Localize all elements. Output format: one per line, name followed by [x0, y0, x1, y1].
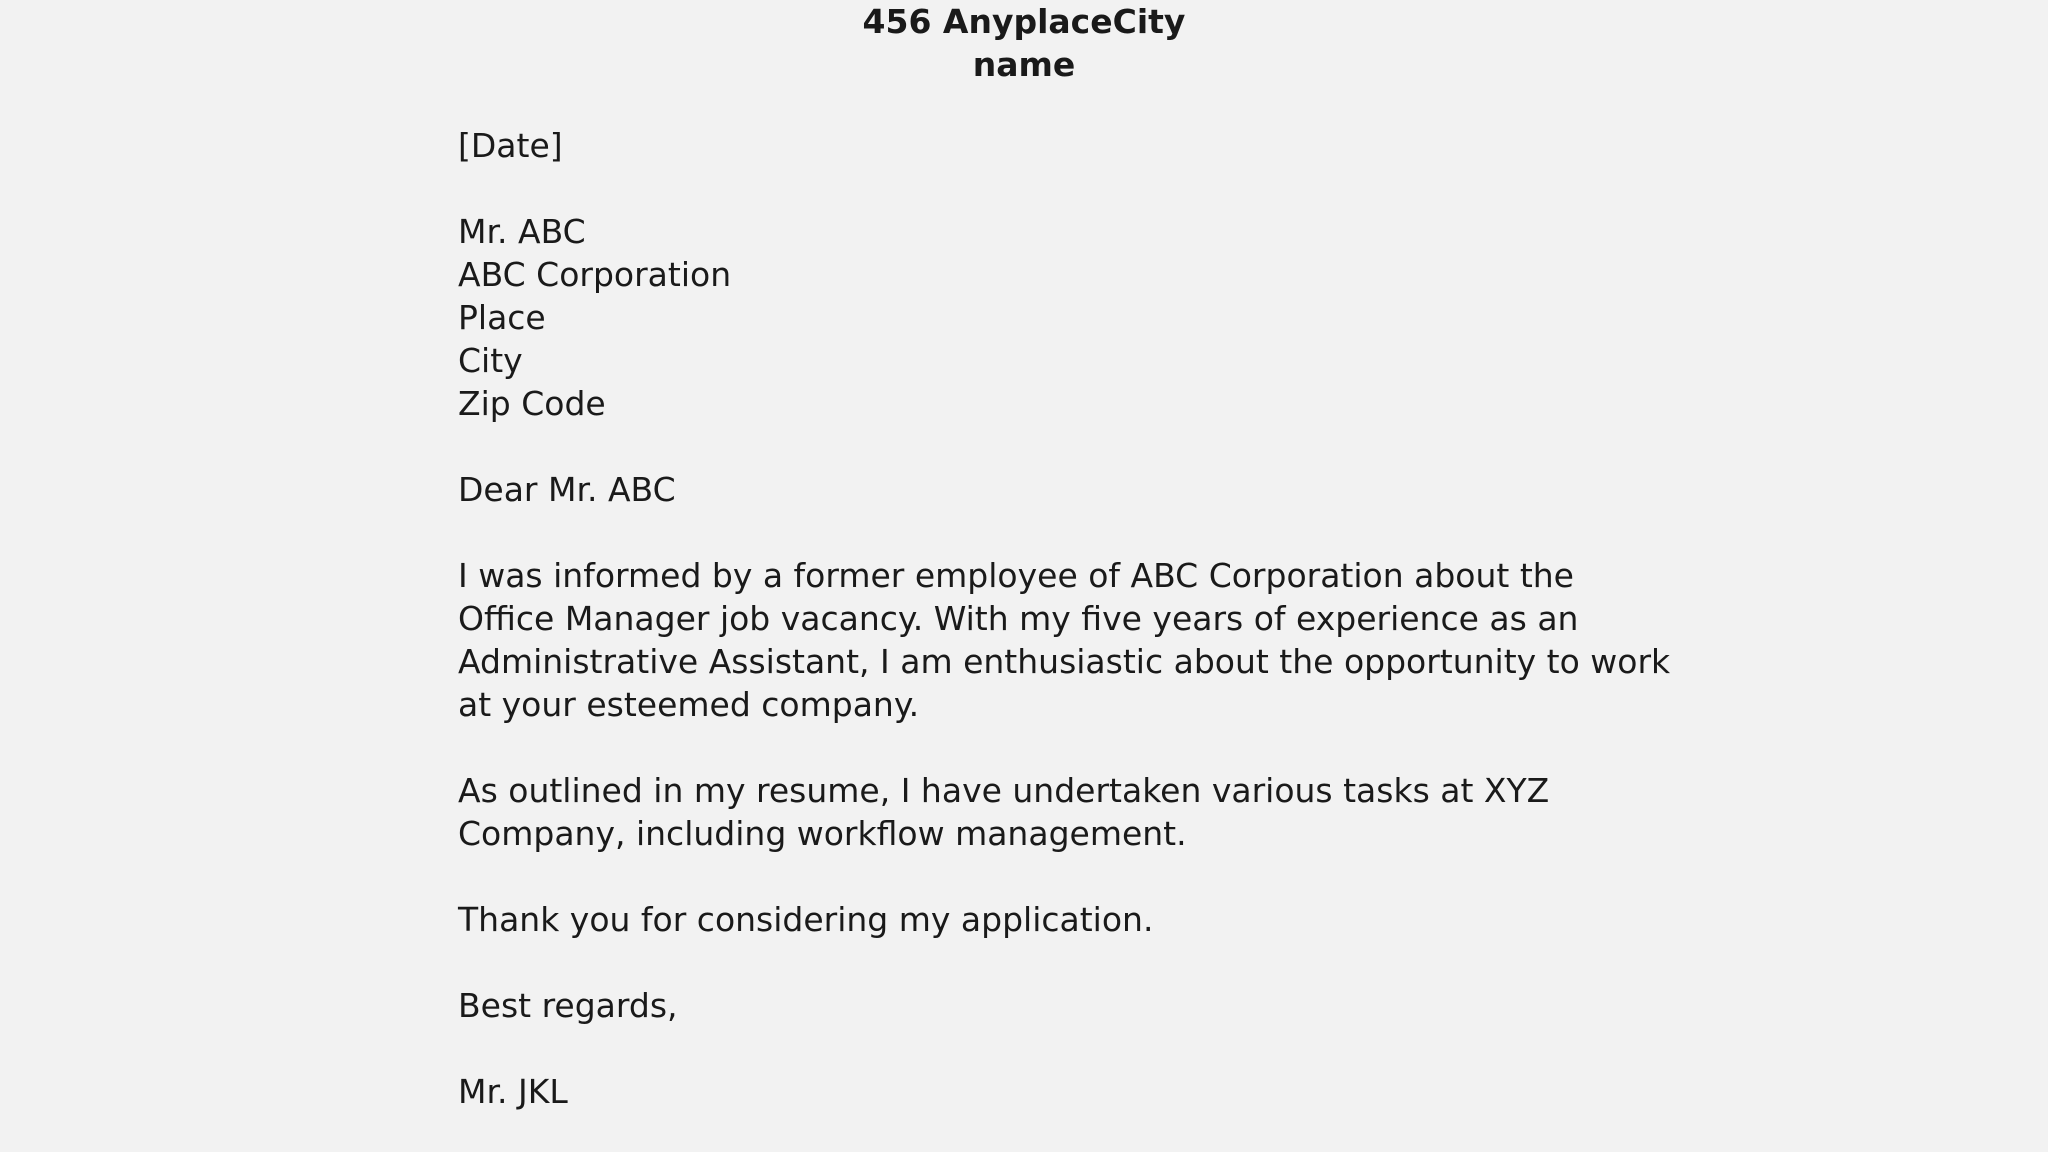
spacer — [458, 1027, 1638, 1070]
paragraph3: Thank you for considering my application. — [458, 900, 1154, 939]
recipient-name: Mr. ABC — [458, 212, 586, 251]
recipient-zip: Zip Code — [458, 384, 606, 423]
salutation: Dear Mr. ABC — [458, 470, 676, 509]
spacer — [458, 511, 1638, 554]
recipient-city: City — [458, 341, 523, 380]
paragraph1-line: Office Manager job vacancy. With my five years of experience as an — [458, 599, 1579, 638]
recipient-company: ABC Corporation — [458, 255, 732, 294]
header-name: name — [972, 45, 1076, 84]
spacer — [458, 425, 1638, 468]
paragraph2-line: As outlined in my resume, I have undertaken various tasks at XYZ — [458, 771, 1550, 810]
letter-date: [Date] — [458, 126, 563, 165]
paragraph1-line: at your esteemed company. — [458, 685, 920, 724]
header-address: 456 AnyplaceCity — [862, 2, 1186, 41]
paragraph1-line: I was informed by a former employee of ABC Corporation about the — [458, 556, 1574, 595]
spacer — [458, 167, 1638, 210]
spacer — [458, 726, 1638, 769]
recipient-place: Place — [458, 298, 546, 337]
spacer — [458, 855, 1638, 898]
signature: Mr. JKL — [458, 1072, 568, 1111]
letter-body — [458, 124, 1671, 1113]
letter-header — [0, 0, 2048, 86]
spacer — [458, 941, 1638, 984]
paragraph2-line: Company, including workflow management. — [458, 814, 1187, 853]
paragraph1-line: Administrative Assistant, I am enthusiastic about the opportunity to work — [458, 642, 1671, 681]
closing: Best regards, — [458, 986, 678, 1025]
